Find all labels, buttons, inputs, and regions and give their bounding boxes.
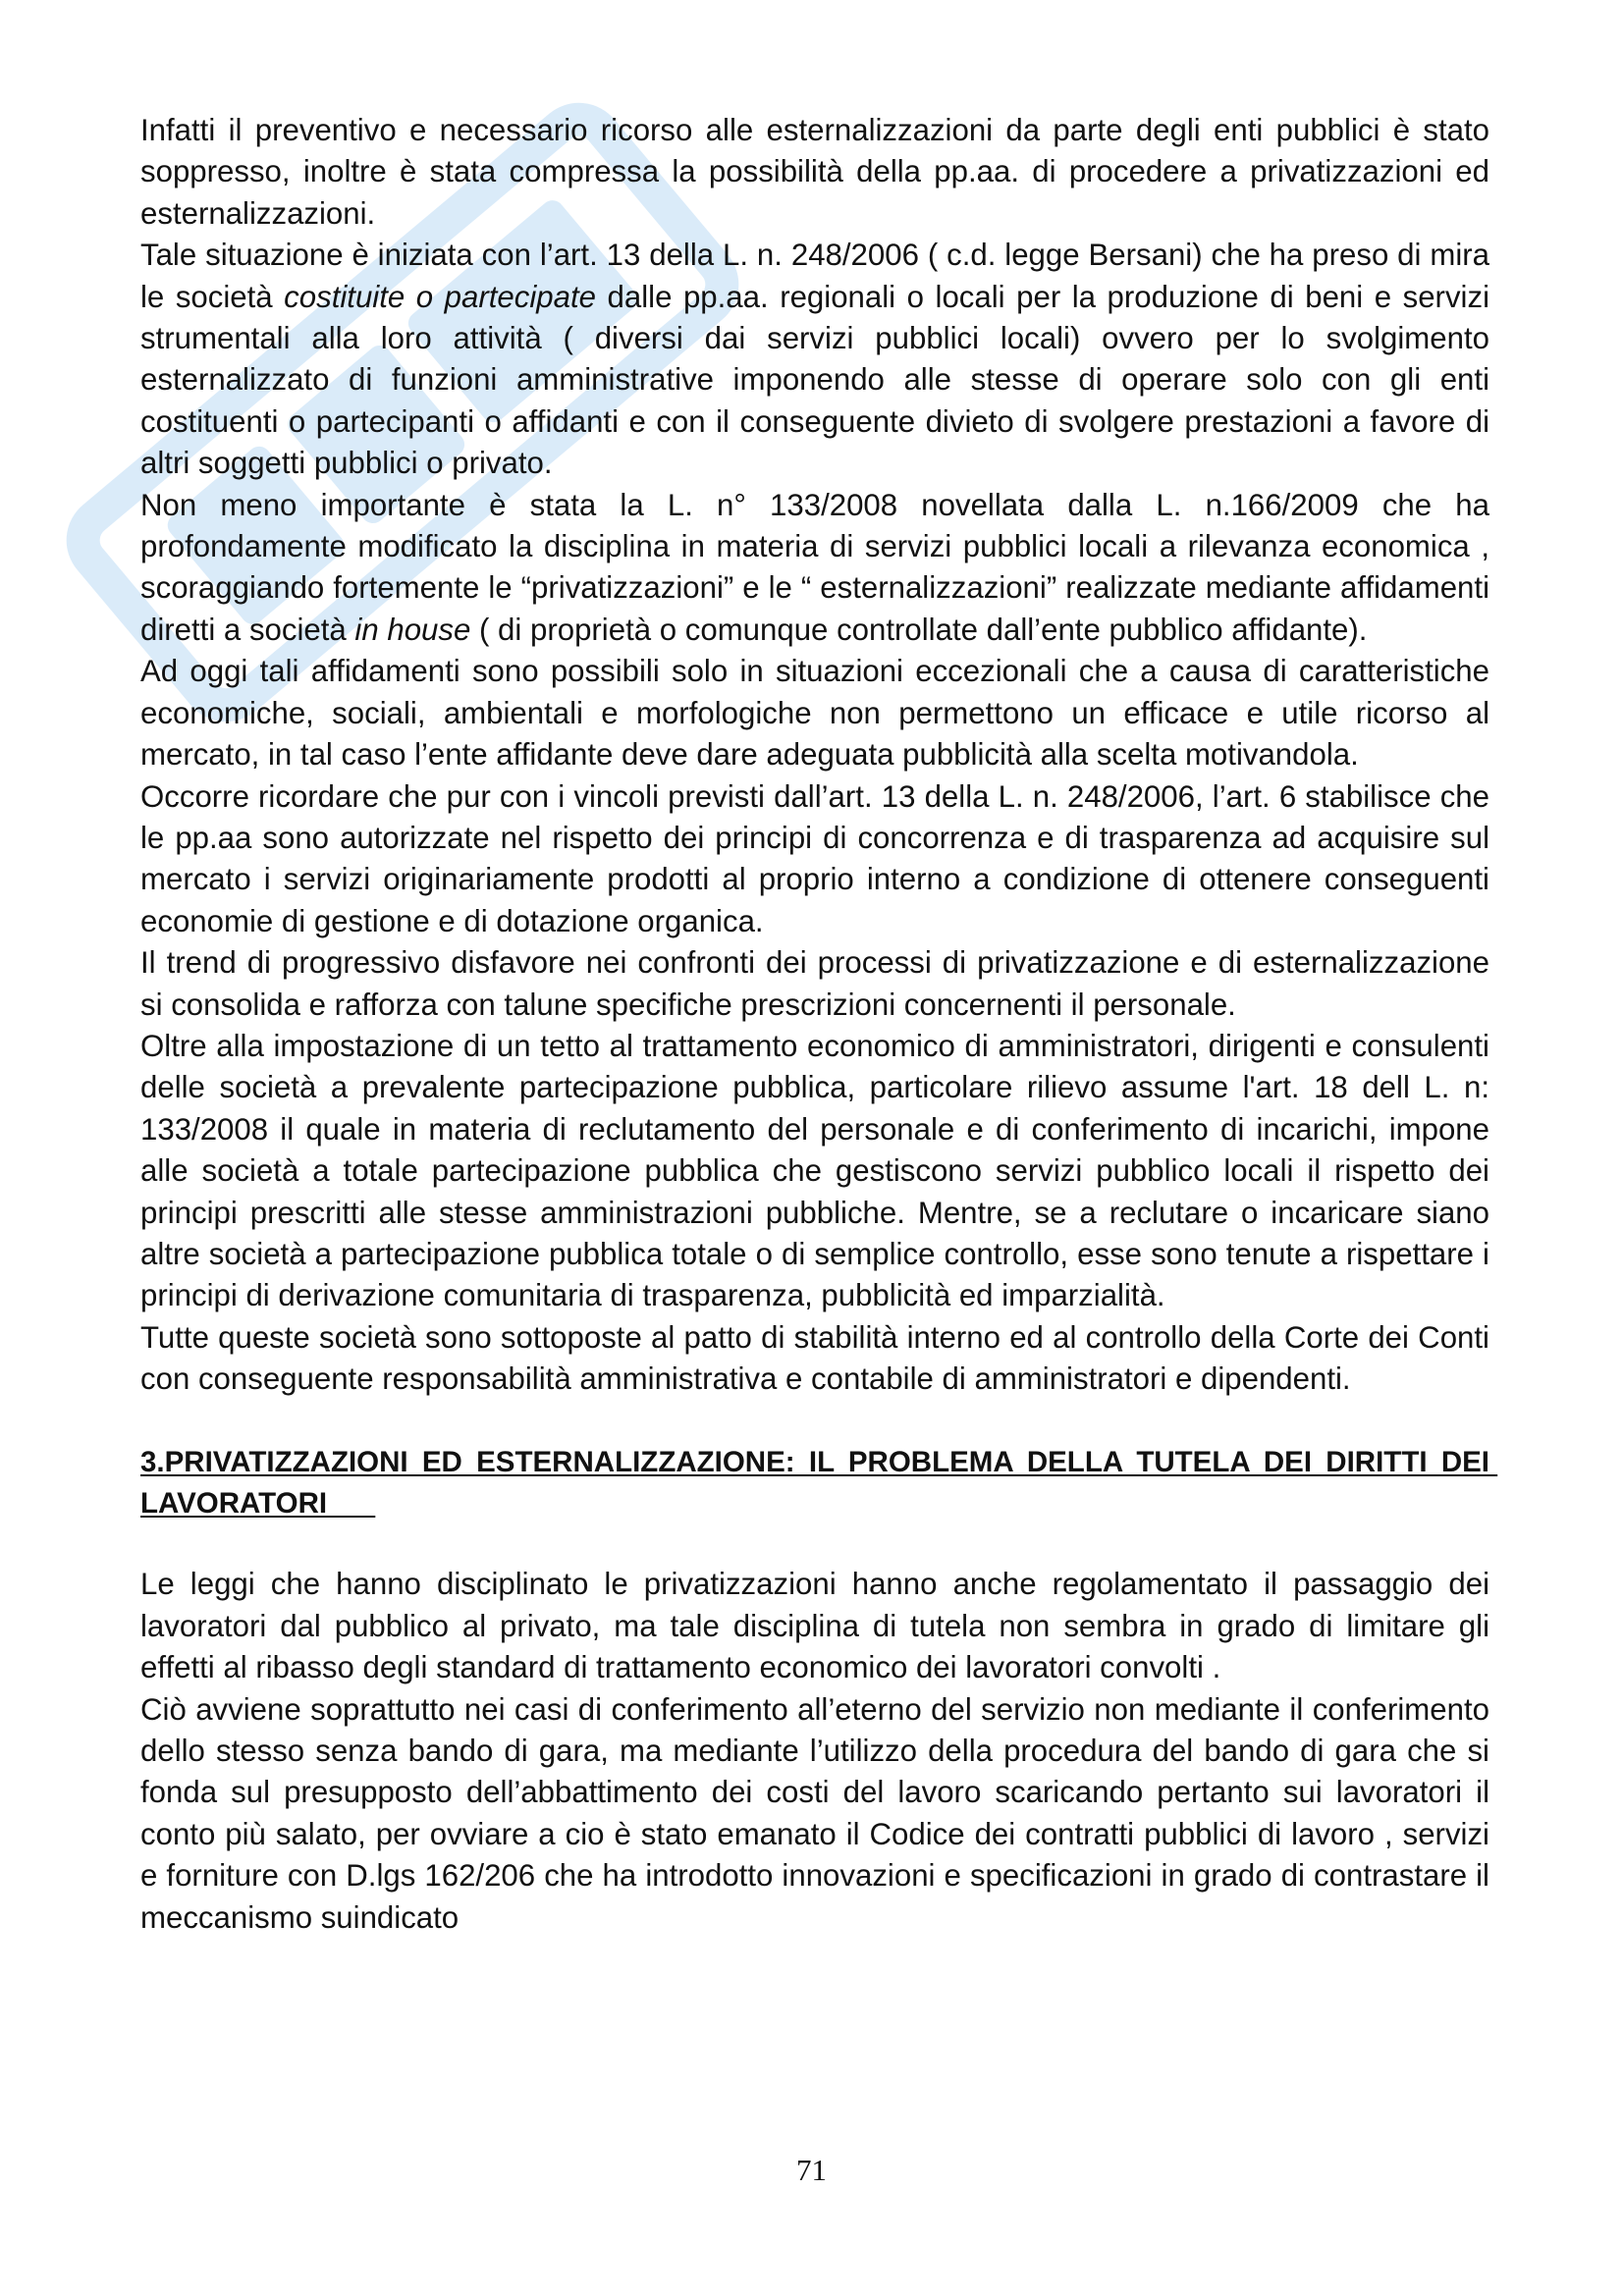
text-run: Non meno importante è stata la L. n° 133/2008 novellata dalla L. n.166/2009 che ha profondamente modificato la disciplina in materia di servizi pubblici locali a rilevanza economica , scoraggiando fortemente le “privatizzazioni” e le “ esternalizzazioni” realizzate mediante affidamenti diretti a società [140,487,1489,647]
paragraph [140,1689,1489,1939]
top-paragraphs [140,110,1489,1401]
text-run: Tale situazione è iniziata con l’art. 13 della L. n. 248/2006 ( c.d. legge Bersani) che ha preso di mira le società [140,238,1489,314]
text-run: Infatti il preventivo e necessario ricorso alle esternalizzazioni da parte degli enti pubblici è stato soppresso, inoltre è stata compressa la possibilità della pp.aa. di procedere a privatizzazioni ed esternalizzazioni. [140,113,1489,231]
text-run: Occorre ricordare che pur con i vincoli previsti dall’art. 13 della L. n. 248/2006, l’art. 6 stabilisce che le pp.aa sono autorizzate nel rispetto dei principi di concorrenza e di trasparenza ad acquisire sul mercato i servizi originariamente prodotti al proprio interno a condizione di ottenere conseguenti economie di gestione e di dotazione organica. [140,778,1489,938]
italic-text: in house [354,612,471,647]
text-run: Il trend di progressivo disfavore nei confronti dei processi di privatizzazione e di esternalizzazione si consolida e rafforza con talune specifiche prescrizioni concernenti il personale. [140,945,1489,1022]
text-run: Oltre alla impostazione di un tetto al trattamento economico di amministratori, dirigenti e consulenti delle società a prevalente partecipazione pubblica, particolare rilievo assume l'art. 18 dell L. n: 133/2008 il quale in materia di reclutamento del personale e di conferimento di incarichi, impone alle società a totale partecipazione pubblica che gestiscono servizi pubblico locali il rispetto dei principi prescritti alle stesse amministrazioni pubbliche. Mentre, se a reclutare o incaricare siano altre società a partecipazione pubblica totale o di semplice controllo, esse sono tenute a rispettare i principi di derivazione comunitaria di trasparenza, pubblicità ed imparzialità. [140,1028,1489,1313]
paragraph [140,942,1489,1026]
italic-text: costituite o partecipate [284,279,596,314]
paragraph [140,1317,1489,1401]
paragraph [140,1026,1489,1317]
document-body [140,110,1498,1939]
paragraph [140,776,1489,943]
text-run: ( di proprietà o comunque controllate dall’ente pubblico affidante). [470,612,1368,647]
text-run: dalle pp.aa. regionali o locali per la produzione di beni e servizi strumentali alla loro attività ( diversi dai servizi pubblici locali) ovvero per lo svolgimento esternalizzato di funzioni amministrative imponendo alle stesse di operare solo con gli enti costituenti o partecipanti o affidanti e con il conseguente divieto di svolgere prestazioni a favore di altri soggetti pubblici o privato. [140,279,1489,481]
text-run: Le leggi che hanno disciplinato le privatizzazioni hanno anche regolamentato il passaggio dei lavoratori dal pubblico al privato, ma tale disciplina di tutela non sembra in grado di limitare gli effetti al ribasso degli standard di trattamento economico dei lavoratori convolti . [140,1567,1489,1685]
text-run: Ad oggi tali affidamenti sono possibili solo in situazioni eccezionali che a causa di caratteristiche economiche, sociali, ambientali e morfologiche non permettono un efficace e utile ricorso al mercato, in tal caso l’ente affidante deve dare adeguata pubblicità alla scelta motivandola. [140,654,1489,773]
paragraph [140,485,1489,652]
paragraph [140,1564,1489,1688]
spacer [140,1401,1489,1442]
spacer [140,1524,1489,1564]
bottom-paragraphs [140,1564,1489,1939]
paragraph [140,651,1489,775]
section-heading: 3.PRIVATIZZAZIONI ED ESTERNALIZZAZIONE: IL PROBLEMA DELLA TUTELA DEI DIRITTI DEI LAVORATORI [140,1445,1498,1520]
text-run: Tutte queste società sono sottoposte al patto di stabilità interno ed al controllo della Corte dei Conti con conseguente responsabilità amministrativa e contabile di amministratori e dipendenti. [140,1319,1489,1397]
paragraph [140,235,1489,484]
page-number: 71 [796,2153,827,2187]
text-run: Ciò avviene soprattutto nei casi di conferimento all’eterno del servizio non mediante il conferimento dello stesso senza bando di gara, ma mediante l’utilizzo della procedura del bando di gara che si fonda sul presupposto dell’abbattimento dei costi del lavoro scaricando pertanto sui lavoratori il conto più salato, per ovviare a cio è stato emanato il Codice dei contratti pubblici di lavoro , servizi e forniture con D.lgs 162/206 che ha introdotto innovazioni e specificazioni in grado di contrastare il meccanismo suindicato [140,1691,1489,1935]
paragraph [140,110,1489,235]
